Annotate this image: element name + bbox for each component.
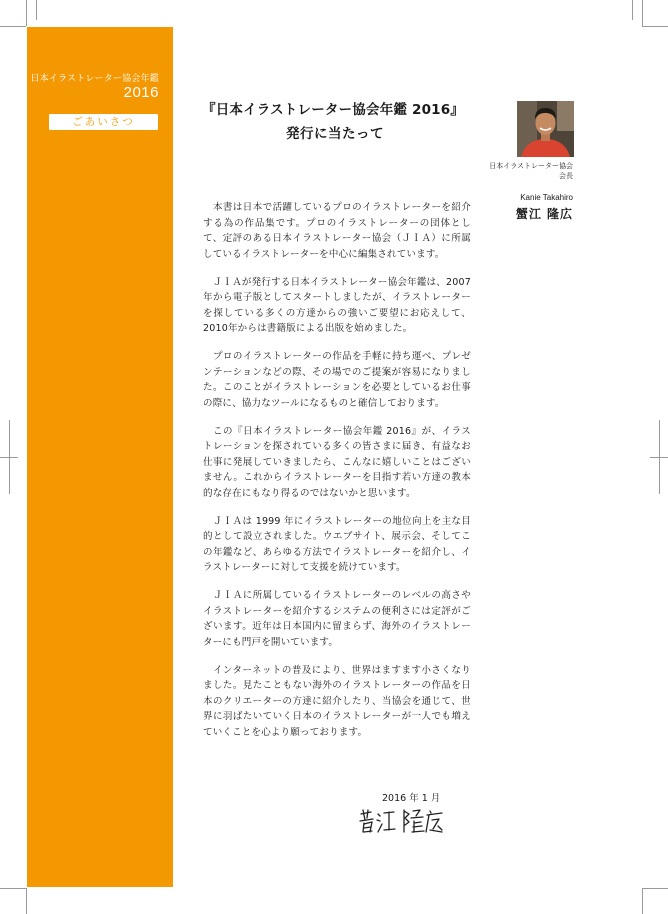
body-paragraph: ＪＩＡは 1999 年にイラストレーターの地位向上を主な目的として設立されました。ウエブサイト、展示会、そしてこの年鑑など、あらゆる方法でイラストレーターを紹介し、イラストレーターに対して支援を続けています。 (203, 515, 471, 573)
author-organization: 日本イラストレーター協会 (489, 162, 573, 170)
author-photo (517, 101, 574, 157)
crop-mark (642, 0, 643, 26)
signature-image (358, 806, 444, 834)
portrait-image (517, 101, 574, 157)
author-name: 蟹江 隆広 (515, 207, 573, 221)
crop-mark (632, 0, 633, 20)
crop-mark (0, 26, 26, 27)
body-text (203, 200, 471, 753)
crop-mark (0, 888, 26, 889)
body-paragraph: インターネットの普及により、世界はますます小さくなりました。見たこともない海外のイラストレーターの作品を日本のクリエーターの方達に紹介したり、当協会を通じて、世界に羽ばたいていく日本のイラストレーターが一人でも増えていくことを心より願っております。 (203, 664, 471, 738)
crop-mark (26, 0, 27, 26)
body-paragraph: ＪＩＡに所属しているイラストレーターのレベルの高さやイラストレーターを紹介するシステムの便利さには定評がございます。近年は日本国内に留まらず、海外のイラストレーターにも門戸を開いています。 (203, 590, 471, 648)
section-badge: ごあいさつ (49, 114, 158, 130)
crop-mark (642, 888, 643, 914)
crop-mark (9, 420, 10, 494)
yearbook-year: 2016 (123, 84, 159, 101)
author-role: 会長 (559, 172, 573, 180)
body-paragraph: 本書は日本で活躍しているプロのイラストレーターを紹介する為の作品集です。プロのイラストレーターの団体として、定評のある日本イラストレーター協会（ＪＩＡ）に所属しているイラストレーターを中心に編集されています。 (203, 202, 471, 260)
crop-mark (642, 888, 668, 889)
crop-mark (26, 888, 27, 914)
crop-mark (642, 26, 668, 27)
letter-date: 2016 年 1 月 (382, 793, 441, 804)
page-title: 『日本イラストレーター協会年鑑 2016』 (202, 102, 465, 118)
crop-mark (36, 0, 37, 20)
page-subtitle: 発行に当たって (286, 126, 384, 142)
author-name-roman: Kanie Takahiro (520, 193, 573, 202)
body-paragraph: この『日本イラストレーター協会年鑑 2016』が、イラストレーションを探されている多くの皆さまに届き、有益なお仕事に発展していきましたら、こんなに嬉しいことはございません。これからイラストレーターを目指す若い方達の教本的な存在にもなり得るのではないかと思います。 (203, 425, 471, 499)
crop-mark (659, 420, 660, 494)
sidebar (27, 27, 173, 887)
body-paragraph: プロのイラストレーターの作品を手軽に持ち運べ、プレゼンテーションなどの際、その場でのご提案が容易になりました。このことがイラストレーションを必要としているお仕事の際に、協力なツールになるものと確信しております。 (203, 351, 471, 409)
yearbook-title: 日本イラストレーター協会年鑑 (30, 74, 159, 84)
body-paragraph: ＪＩＡが発行する日本イラストレーター協会年鑑は、2007年から電子版としてスタートしましたが、イラストレーターを探している多くの方達からの強いご要望にお応えして、2010年からは書籍版による出版を始めました。 (203, 276, 471, 334)
